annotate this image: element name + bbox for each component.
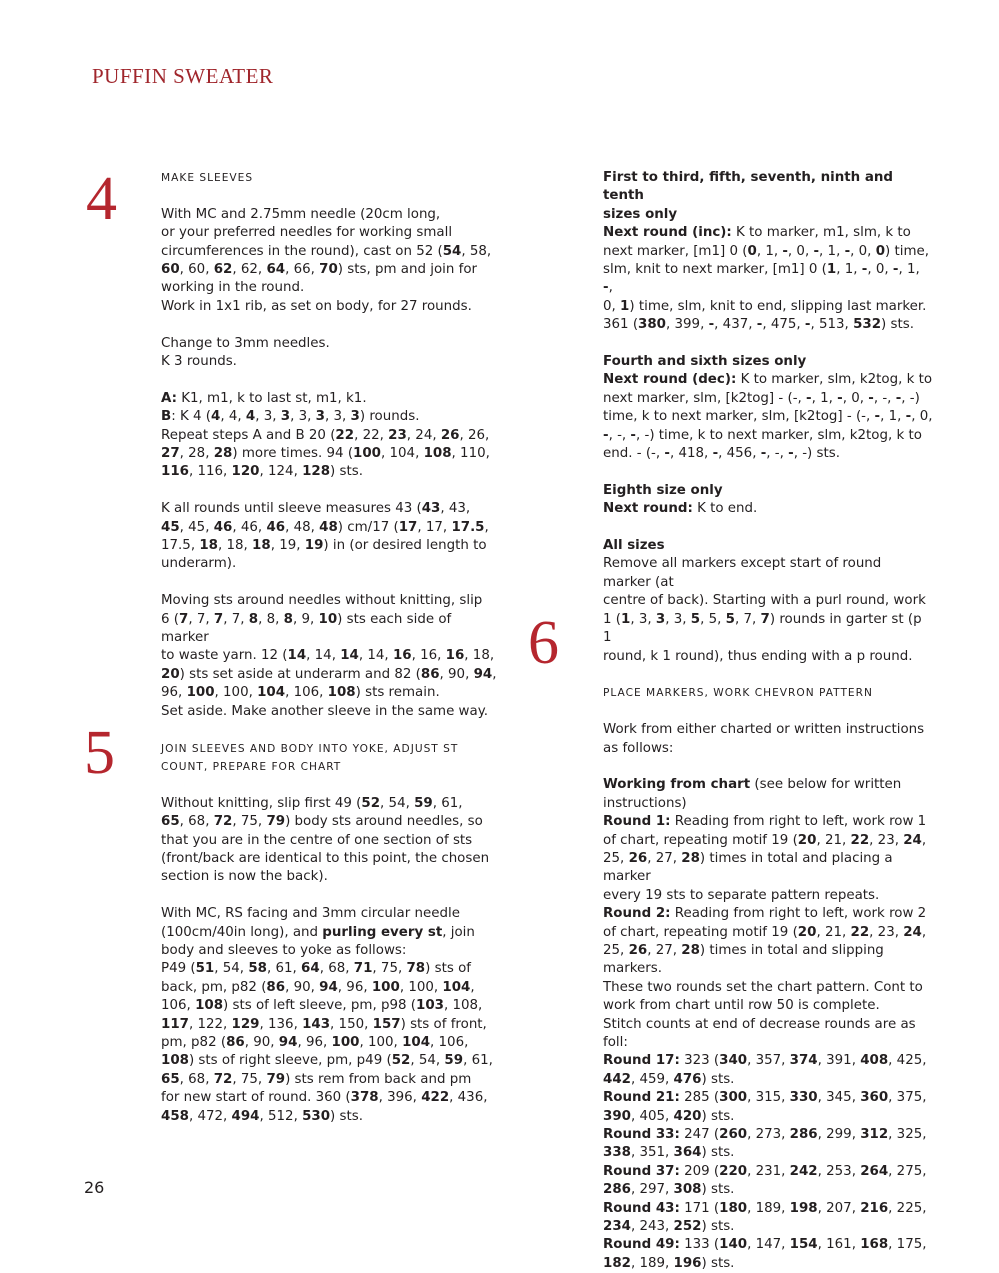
text-line: 60, 60, 62, 62, 64, 66, 70) sts, pm and join for (161, 262, 478, 278)
text-line: 27, 28, 28) more times. 94 (100, 104, 108, 110, (161, 446, 490, 462)
text-line: every 19 sts to separate pattern repeats. (603, 887, 880, 903)
left-column (161, 169, 501, 1126)
sleeve-length-paragraph (161, 500, 501, 574)
text-line: 6 (7, 7, 7, 7, 8, 8, 8, 9, 10) sts each side of marker (161, 611, 452, 646)
text-line: Remove all markers except start of round marker (at (603, 556, 882, 590)
text-line: or your preferred needles for working small (161, 225, 453, 241)
join-yoke-paragraph (161, 905, 501, 1126)
increase-steps-paragraph (161, 390, 501, 482)
page-title: PUFFIN SWEATER (92, 64, 274, 88)
step-number-4: 4 (86, 165, 117, 233)
text-line: 182, 189, 196) sts. (603, 1255, 735, 1271)
text-line: These two rounds set the chart pattern. Cont to (603, 979, 923, 995)
text-line: 390, 405, 420) sts. (603, 1108, 735, 1124)
text-line: work from chart until row 50 is complete. (603, 998, 880, 1014)
text-line: 442, 459, 476) sts. (603, 1071, 735, 1087)
text-line: Round 43: 171 (180, 189, 198, 207, 216, 225, (603, 1200, 927, 1216)
text-line: Round 49: 133 (140, 147, 154, 161, 168, 175, (603, 1237, 927, 1253)
text-line: (100cm/40in long), and purling every st, join (161, 924, 475, 940)
underarm-paragraph (161, 592, 501, 721)
text-line: 1 (1, 3, 3, 3, 5, 5, 5, 7, 7) rounds in garter st (p 1 (603, 611, 922, 646)
text-line: Round 33: 247 (260, 273, 286, 299, 312, 325, (603, 1127, 927, 1143)
text-line: (front/back are identical to this point, the chosen (161, 850, 490, 866)
text-line: to waste yarn. 12 (14, 14, 14, 14, 16, 16, 16, 18, (161, 648, 495, 664)
text-line: 361 (380, 399, -, 437, -, 475, -, 513, 532) sts. (603, 317, 914, 333)
step-4-heading: MAKE SLEEVES (161, 172, 254, 184)
work-from-paragraph (603, 721, 933, 758)
step-6-heading: PLACE MARKERS, WORK CHEVRON PATTERN (603, 687, 873, 700)
text-line: 65, 68, 72, 75, 79) body sts around needles, so (161, 814, 483, 830)
text-line: of chart, repeating motif 19 (20, 21, 22, 23, 24, (603, 924, 927, 940)
text-line: 106, 108) sts of left sleeve, pm, p98 (103, 108, (161, 998, 483, 1014)
text-line: First to third, fifth, seventh, ninth and tenth (603, 170, 894, 204)
text-line: Next round (dec): K to marker, slm, k2tog, k to (603, 372, 933, 388)
text-line: Work in 1x1 rib, as set on body, for 27 rounds. (161, 298, 472, 314)
text-line: end. - (-, -, 418, -, 456, -, -, -, -) sts. (603, 446, 840, 462)
text-line: 0, 1) time, slm, knit to end, slipping last marker. (603, 298, 927, 314)
change-needles-paragraph (161, 335, 501, 372)
text-line: Working from chart (see below for written (603, 777, 902, 793)
text-line: for new start of round. 360 (378, 396, 422, 436, (161, 1090, 488, 1106)
text-line: Fourth and sixth sizes only (603, 354, 807, 370)
text-line: 65, 68, 72, 75, 79) sts rem from back and pm (161, 1071, 472, 1087)
text-line: underarm). (161, 556, 237, 572)
text-line: 96, 100, 100, 104, 106, 108) sts remain. (161, 685, 440, 701)
text-line: pm, p82 (86, 90, 94, 96, 100, 100, 104, 106, (161, 1034, 469, 1050)
text-line: time, k to next marker, slm, [k2tog] - (-, -, 1, -, 0, (603, 409, 933, 425)
text-line: With MC and 2.75mm needle (20cm long, (161, 206, 441, 222)
step-5-heading-line1: JOIN SLEEVES AND BODY INTO YOKE, ADJUST ST (161, 742, 459, 755)
text-line: section is now the back). (161, 869, 328, 885)
text-line: With MC, RS facing and 3mm circular needle (161, 906, 460, 922)
text-line: of chart, repeating motif 19 (20, 21, 22, 23, 24, (603, 832, 927, 848)
text-line: Without knitting, slip first 49 (52, 54, 59, 61, (161, 795, 463, 811)
dec-sizes-paragraph (603, 353, 933, 463)
text-line: body and sleeves to yoke as follows: (161, 942, 407, 958)
inc-sizes-paragraph (603, 169, 933, 335)
chart-instructions-paragraph (603, 776, 933, 1273)
text-line: Next round: K to end. (603, 501, 758, 517)
text-line: 45, 45, 46, 46, 46, 48, 48) cm/17 (17, 17, 17.5, (161, 519, 489, 535)
text-line: back, pm, p82 (86, 90, 94, 96, 100, 100, 104, (161, 979, 475, 995)
text-line: Round 2: Reading from right to left, work row 2 (603, 906, 927, 922)
text-line: Moving sts around needles without knitting, slip (161, 593, 483, 609)
text-line: K 3 rounds. (161, 354, 237, 370)
text-line: 116, 116, 120, 124, 128) sts. (161, 464, 363, 480)
text-line: Round 21: 285 (300, 315, 330, 345, 360, 375, (603, 1090, 927, 1106)
text-line: Round 17: 323 (340, 357, 374, 391, 408, 425, (603, 1053, 927, 1069)
text-line: All sizes (603, 538, 665, 554)
text-line: working in the round. (161, 280, 305, 296)
page-number: 26 (84, 1178, 105, 1197)
text-line: Eighth size only (603, 482, 723, 498)
text-line: 234, 243, 252) sts. (603, 1219, 735, 1235)
text-line: Next round (inc): K to marker, m1, slm, k to (603, 225, 911, 241)
text-line: that you are in the centre of one section of sts (161, 832, 473, 848)
text-line: 108) sts of right sleeve, pm, p49 (52, 54, 59, 61, (161, 1053, 493, 1069)
text-line: Set aside. Make another sleeve in the same way. (161, 703, 488, 719)
text-line: 117, 122, 129, 136, 143, 150, 157) sts of front, (161, 1016, 487, 1032)
text-line: Change to 3mm needles. (161, 335, 330, 351)
text-line: 25, 26, 27, 28) times in total and placing a marker (603, 850, 893, 885)
step-number-5: 5 (84, 719, 115, 787)
step-number-6: 6 (528, 609, 559, 677)
text-line: -, -, -, -) time, k to next marker, slm, k2tog, k to (603, 427, 922, 443)
text-line: P49 (51, 54, 58, 61, 64, 68, 71, 75, 78) sts of (161, 961, 471, 977)
text-line: next marker, [m1] 0 (0, 1, -, 0, -, 1, -, 0, 0) time, (603, 243, 930, 259)
text-line: Repeat steps A and B 20 (22, 22, 23, 24, 26, 26, (161, 427, 490, 443)
text-line: instructions) (603, 795, 687, 811)
text-line: K all rounds until sleeve measures 43 (43, 43, (161, 501, 471, 517)
slip-body-paragraph (161, 795, 501, 887)
right-column (603, 169, 933, 1273)
text-line: 286, 297, 308) sts. (603, 1182, 735, 1198)
text-line: Round 37: 209 (220, 231, 242, 253, 264, 275, (603, 1163, 927, 1179)
text-line: centre of back). Starting with a purl round, work (603, 593, 926, 609)
text-line: 17.5, 18, 18, 18, 19, 19) in (or desired length to (161, 538, 487, 554)
all-sizes-paragraph (603, 537, 933, 666)
text-line: A: K1, m1, k to last st, m1, k1. (161, 390, 367, 406)
cast-on-paragraph (161, 206, 501, 316)
text-line: circumferences in the round), cast on 52 (54, 58, (161, 243, 492, 259)
text-line: Round 1: Reading from right to left, work row 1 (603, 814, 927, 830)
text-line: Work from either charted or written instructions (603, 722, 925, 738)
text-line: sizes only (603, 206, 678, 222)
text-line: slm, knit to next marker, [m1] 0 (1, 1, -, 0, -, 1, -, (603, 262, 920, 296)
text-line: round, k 1 round), thus ending with a p round. (603, 648, 913, 664)
text-line: 25, 26, 27, 28) times in total and slipping markers. (603, 942, 884, 977)
eighth-size-paragraph (603, 482, 933, 519)
text-line: as follows: (603, 740, 674, 756)
text-line: 338, 351, 364) sts. (603, 1145, 735, 1161)
text-line: B: K 4 (4, 4, 4, 3, 3, 3, 3, 3, 3) rounds. (161, 409, 420, 425)
text-line: 458, 472, 494, 512, 530) sts. (161, 1108, 363, 1124)
text-line: Stitch counts at end of decrease rounds are as foll: (603, 1016, 916, 1050)
text-line: next marker, slm, [k2tog] - (-, -, 1, -, 0, -, -, -, -) (603, 390, 920, 406)
step-5-heading-line2: COUNT, PREPARE FOR CHART (161, 760, 342, 773)
text-line: 20) sts set aside at underarm and 82 (86, 90, 94, (161, 666, 497, 682)
